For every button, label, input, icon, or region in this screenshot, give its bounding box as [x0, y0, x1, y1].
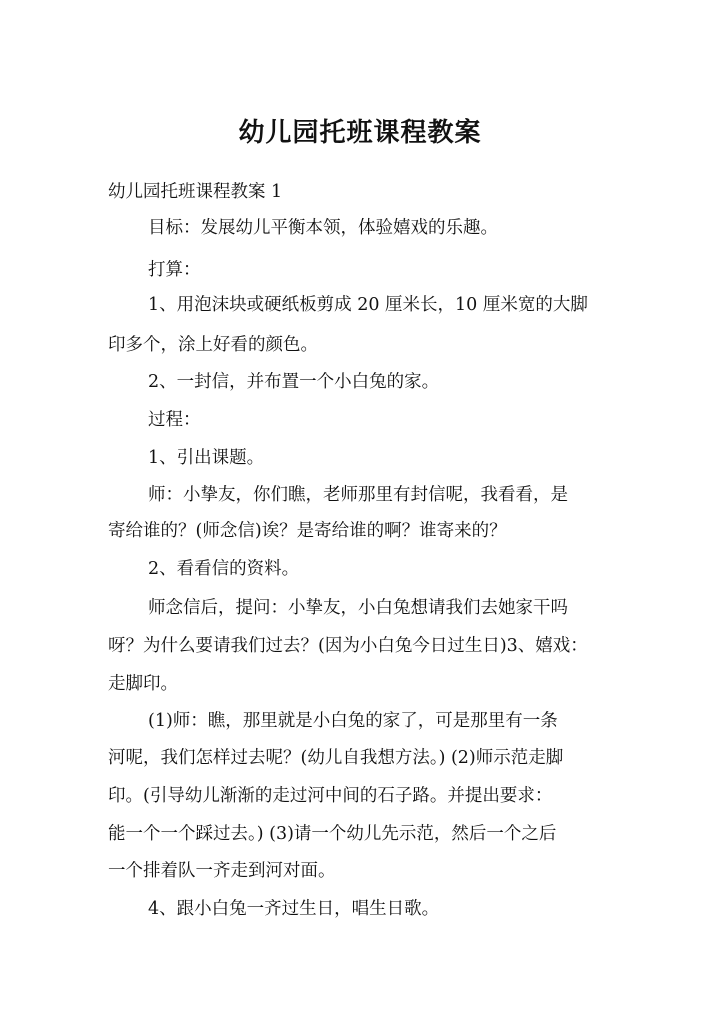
paragraph-line: 打算：: [148, 260, 201, 280]
paragraph-line: 目标：发展幼儿平衡本领，体验嬉戏的乐趣。: [148, 218, 498, 238]
paragraph-line: 4、跟小白兔一齐过生日，唱生日歌。: [148, 899, 440, 919]
paragraph-line: (1)师：瞧，那里就是小白兔的家了，可是那里有一条: [148, 711, 558, 731]
paragraph-line: 呀？为什么要请我们过去？(因为小白兔今日过生日)3、嬉戏：: [108, 636, 588, 656]
paragraph-line: 印。(引导幼儿渐渐的走过河中间的石子路。并提出要求：: [108, 786, 553, 806]
paragraph-line: 走脚印。: [108, 674, 178, 694]
paragraph-line: 师：小挚友，你们瞧，老师那里有封信呢，我看看，是: [148, 485, 568, 505]
section-heading: 幼儿园托班课程教案 1: [108, 182, 283, 202]
paragraph-line: 一个排着队一齐走到河对面。: [108, 861, 336, 881]
paragraph-line: 河呢，我们怎样过去呢？(幼儿自我想方法。) (2)师示范走脚: [108, 748, 564, 768]
document-title: 幼儿园托班课程教案: [238, 118, 482, 148]
paragraph-line: 过程：: [148, 410, 201, 430]
paragraph-line: 1、用泡沫块或硬纸板剪成 20 厘米长，10 厘米宽的大脚: [148, 295, 588, 315]
paragraph-line: 能一个一个踩过去。) (3)请一个幼儿先示范，然后一个之后: [108, 824, 557, 844]
paragraph-line: 印多个，涂上好看的颜色。: [108, 335, 318, 355]
paragraph-line: 2、看看信的资料。: [148, 559, 300, 579]
paragraph-line: 1、引出课题。: [148, 448, 265, 468]
paragraph-line: 师念信后，提问：小挚友，小白兔想请我们去她家干吗: [148, 598, 568, 618]
paragraph-line: 2、一封信，并布置一个小白兔的家。: [148, 372, 440, 392]
paragraph-line: 寄给谁的？(师念信)诶？是寄给谁的啊？谁寄来的？: [108, 521, 507, 541]
